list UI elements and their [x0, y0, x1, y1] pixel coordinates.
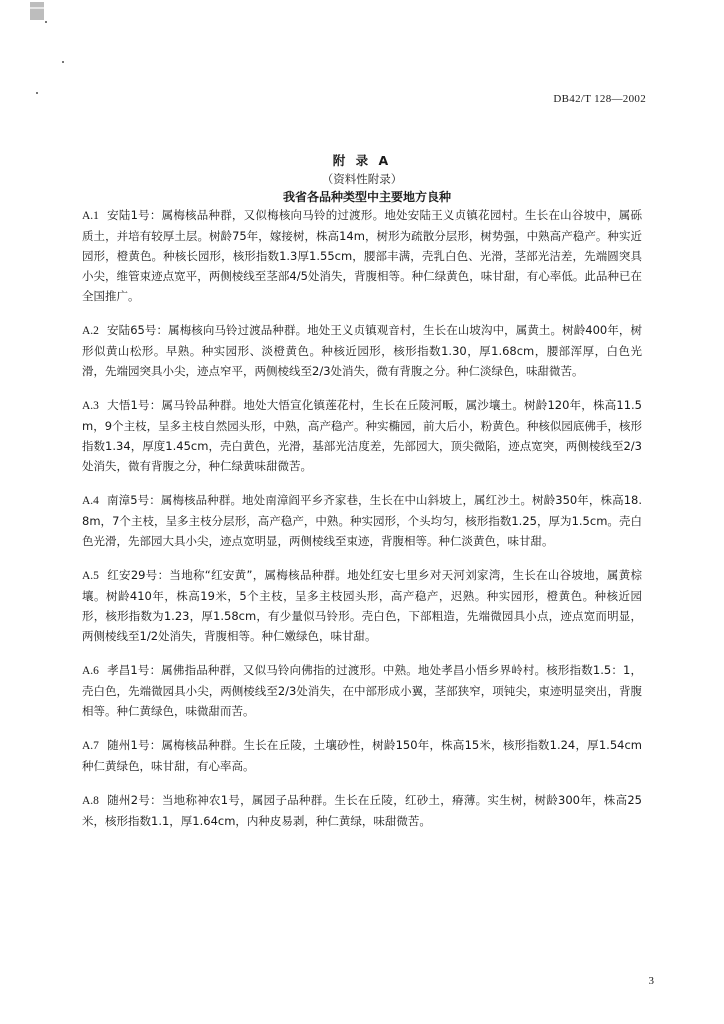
clause-a2 [82, 320, 642, 381]
clause-a6 [82, 660, 642, 721]
appendix-subtitle: 我省各品种类型中主要地方良种 [282, 190, 451, 204]
clause-text: 孝昌1号：属佛指品种群，又似马铃向佛指的过渡形。中熟。地处孝昌小悟乡界岭村。核形指数1.5：1，壳白色，先端微园具小尖，两侧棱线至2/3处消失，在中部形成小翼，茎部狭窄，项钝尖，束迹明显突出，背腹相等。种仁黄绿色，味微甜而苦。 [82, 663, 642, 718]
clause-number: A.2 [82, 325, 99, 337]
appendix-type: （资料性附录） [321, 172, 403, 186]
clause-text: 红安29号：当地称“红安黄”，属梅核品种群。地处红安七里乡对天河刘家湾，生长在山谷坡地，属黄棕壤。树龄410年，株高19米，5个主枝，呈多主枝园头形，高产稳产，迟熟。种实园形，橙黄色。种核近园形，核形指数为1.23，厚1.58cm，有少量似马铃形。壳白色，下部粗造，先端微园具小点，迹点宽而明显，两侧棱线至1/2处消失，背腹相等。种仁嫩绿色，味甘甜。 [82, 568, 642, 643]
clause-text: 随州1号：属梅核品种群。生长在丘陵，土壤砂性，树龄150年，株高15米，核形指数1.24，厚1.54cm种仁黄绿色，味甘甜，有心率高。 [82, 738, 642, 773]
document-code: DB42/T 128—2002 [553, 93, 646, 105]
scan-speck [45, 21, 47, 23]
clause-number: A.7 [82, 740, 99, 752]
clause-number: A.4 [82, 495, 99, 507]
clause-a8 [82, 790, 642, 831]
scan-speck [62, 61, 64, 63]
scan-speck [36, 92, 38, 94]
clause-text: 安陆1号：属梅核品种群，又似梅核向马铃的过渡形。地处安陆王义贞镇花园村。生长在山谷坡中，属砾质土，并培有较厚土层。树龄75年，嫁接树，株高14m，树形为疏散分层形，树势强，中熟高产稳产。种实近园形，橙黄色。种核长园形，核形指数1.3厚1.55cm，腰部丰满，壳乳白色、光滑，茎部光洁差，先端圆突具小尖，维管束迹点宽平，两侧棱线至茎部4/5处消失，背腹相等。种仁绿黄色，味甘甜，有心率低。此品种已在全国推广。 [82, 208, 642, 303]
clause-text: 随州2号：当地称神农1号，属园子品种群。生长在丘陵，红砂土，瘠薄。实生树，树龄300年，株高25米，核形指数1.1，厚1.64cm，内种皮易剥，种仁黄绿，味甜微苦。 [82, 793, 642, 828]
clause-number: A.1 [82, 210, 99, 222]
clause-number: A.3 [82, 400, 99, 412]
appendix-title: 附 录 A [332, 153, 392, 168]
clause-text: 南漳5号：属梅核品种群。地处南漳阎平乡齐家巷，生长在中山斜坡上，属红沙土。树龄350年，株高18.8m，7个主枝，呈多主枝分层形，高产稳产，中熟。种实园形，个头均匀，核形指数1.25，厚为1.5cm。壳白色光滑，先部园大具小尖，迹点宽明显，两侧棱线至束迹，背腹相等。种仁淡黄色，味甘甜。 [82, 493, 642, 548]
clause-a7 [82, 735, 642, 776]
appendix-body [82, 205, 642, 845]
clause-number: A.6 [82, 665, 99, 677]
clause-a3 [82, 395, 642, 476]
clause-a1 [82, 205, 642, 306]
clause-text: 大悟1号：属马铃品种群。地处大悟宣化镇莲花村，生长在丘陵河畈，属沙壤土。树龄120年，株高11.5m，9个主枝，呈多主枝自然园头形，中熟，高产稳产。种实椭园，前大后小，粉黄色。种核似园底佛手，核形指数1.34，厚度1.45cm，壳白黄色，光滑，基部光洁度差，先部园大，顶尖微陷，迹点宽突，两侧棱线至2/3处消失，微有背腹之分，种仁绿黄味甜微苦。 [82, 398, 642, 473]
clause-number: A.8 [82, 795, 99, 807]
appendix-heading [0, 152, 724, 206]
scan-artifact [30, 2, 44, 20]
clause-a5 [82, 565, 642, 646]
clause-number: A.5 [82, 570, 99, 582]
page-number: 3 [648, 975, 654, 987]
clause-text: 安陆65号：属梅核向马铃过渡品种群。地处王义贞镇观音村，生长在山坡沟中，属黄土。树龄400年，树形似黄山松形。早熟。种实园形、淡橙黄色。种核近园形，核形指数1.30，厚1.68cm，腰部浑厚，白色光滑，先端园突具小尖，迹点窄平，两侧棱线至2/3处消失，微有背腹之分。种仁淡绿色，味甜微苦。 [82, 323, 642, 378]
clause-a4 [82, 490, 642, 551]
